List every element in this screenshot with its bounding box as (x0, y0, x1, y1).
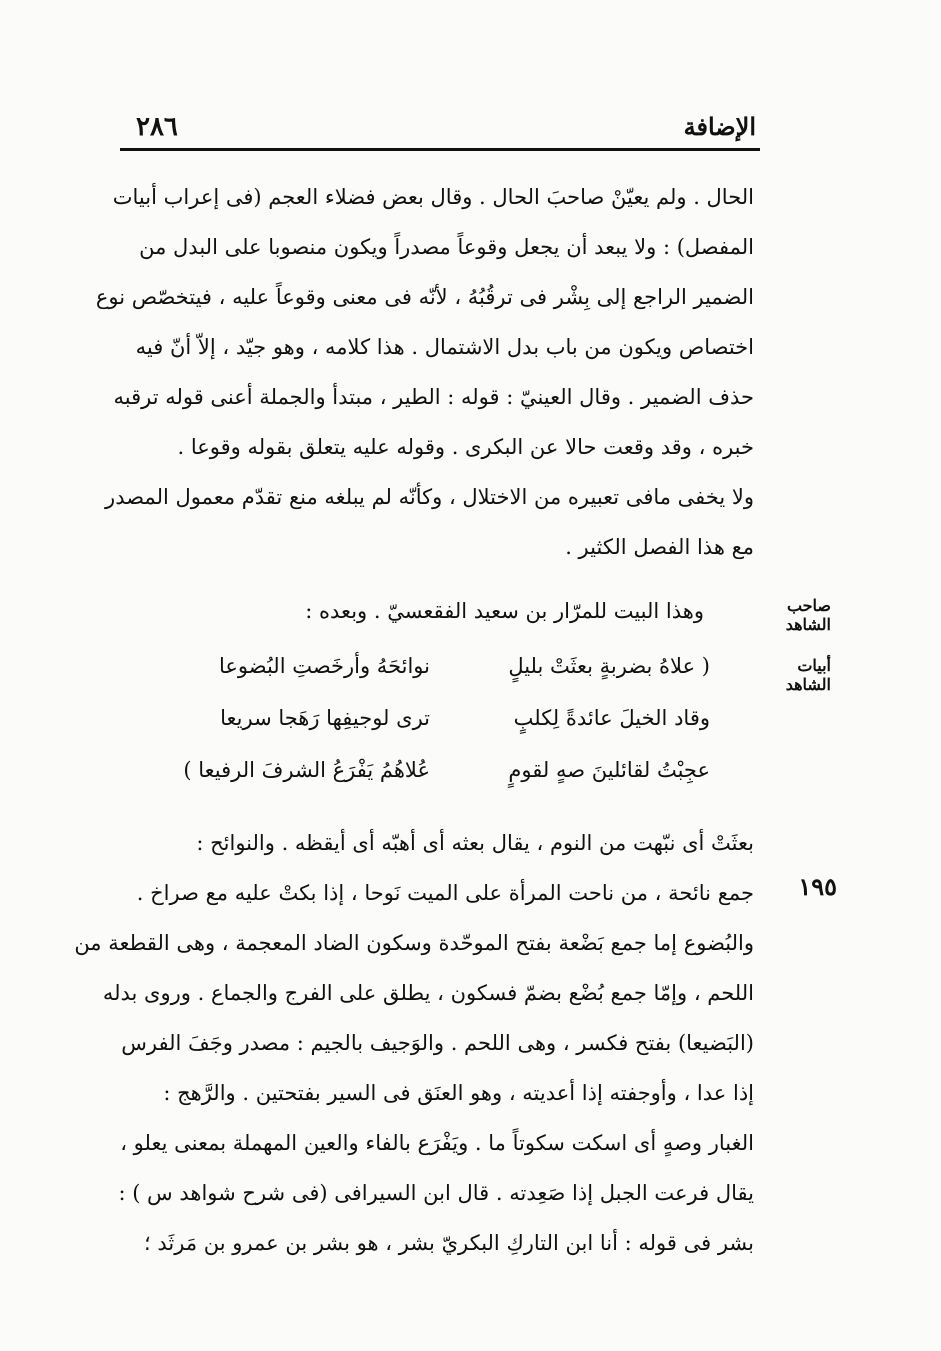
running-title: الإضافة (683, 112, 756, 141)
text-line: حذف الضمير . وقال العينيّ : قوله : الطير ، مبتدأ والجملة أعنى قوله ترقبه (113, 385, 754, 409)
text-line: جمع نائحة ، من ناحت المرأة على الميت نَوحا ، إذا بكتْ عليه مع صراخ . (136, 881, 754, 905)
verse (150, 744, 710, 796)
verse-first-hemistich: عجِبْتُ لقائلينَ صهٍ لقومٍ (508, 758, 710, 782)
text-line: المفصل) : ولا يبعد أن يجعل وقوعاً مصدراً ويكون منصوبا على البدل من (139, 235, 754, 259)
text-line: إذا عدا ، وأوجفته إذا أعديته ، وهو العنَق فى السير بفتحتين . والرَّهج : (163, 1081, 754, 1105)
verse-second-hemistich: عُلاهُمُ يَفْرَعُ الشرفَ الرفيعا ) (183, 758, 430, 782)
text-line: يقال فرعت الجبل إذا صَعِدته . قال ابن السيرافى (فى شرح شواهد س ) : (118, 1181, 754, 1205)
verse-second-hemistich: ترى لوجيفِها رَهَجا سريعا (220, 706, 430, 730)
page-header (120, 108, 760, 151)
text-line: اللحم ، وإمّا جمع بُضْع بضمّ فسكون ، يطلق على الفرج والجماع . وروى بدله (102, 981, 754, 1005)
text-line: بشر فى قوله : أنا ابن التاركِ البكريّ بشر ، هو بشر بن عمرو بن مَرثَد ؛ (144, 1231, 754, 1255)
text-line: خبره ، وقد وقعت حالا عن البكرى . وقوله عليه يتعلق بقوله وقوعا . (177, 435, 754, 459)
margin-label-verses: أبيات الشاهد (785, 656, 831, 694)
text-line: الضمير الراجع إلى بِشْر فى ترقُبُهُ ، لأنّه فى معنى وقوعاً عليه ، فيتخصّص نوع (95, 285, 754, 309)
text-line: الغبار وصهٍ أى اسكت سكوتاً ما . ويَفْرَع بالفاء والعين المهملة بمعنى يعلو ، (120, 1131, 754, 1155)
verses-block (150, 640, 710, 796)
text-line: مع هذا الفصل الكثير . (565, 535, 754, 559)
verse (150, 640, 710, 692)
verse-first-hemistich: ( علاهُ بضربةٍ بعثَتْ بليلٍ (508, 654, 710, 678)
verse-second-hemistich: نوائحَهُ وأرخَصتِ البُضوعا (218, 654, 430, 678)
margin-label-poet: صاحب الشاهد (785, 596, 831, 634)
paragraph-commentary (95, 172, 754, 572)
text-line: بعثَتْ أى نبّهت من النوم ، يقال بعثه أى أهبّه أى أيقظه . والنوائح : (196, 831, 754, 855)
text-line: والبُضوع إما جمع بَضْعة بفتح الموحّدة وسكون الضاد المعجمة ، وهى القطعة من (74, 931, 754, 955)
text-line: اختصاص ويكون من باب بدل الاشتمال . هذا كلامه ، وهو جيّد ، إلاّ أنّ فيه (135, 335, 754, 359)
page-number: ٢٨٦ (136, 112, 178, 142)
paragraph-glosses (74, 818, 754, 1268)
text-line: (البَضيعا) بفتح فكسر ، وهى اللحم . والوَجيف بالجيم : مصدر وجَفَ الفرس (121, 1031, 754, 1055)
section-number: ١٩٥ (798, 872, 837, 901)
verse-first-hemistich: وقاد الخيلَ عائدةً لِكلبٍ (513, 706, 710, 730)
text-line: ولا يخفى مافى تعبيره من الاختلال ، وكأنّه لم يبلغه منع تقدّم معمول المصدر (105, 485, 754, 509)
intro-line: وهذا البيت للمرّار بن سعيد الفقعسيّ . وبعده : (305, 599, 704, 623)
verse (150, 692, 710, 744)
text-line: الحال . ولم يعيّنْ صاحبَ الحال . وقال بعض فضلاء العجم (فى إعراب أبيات (112, 185, 754, 209)
